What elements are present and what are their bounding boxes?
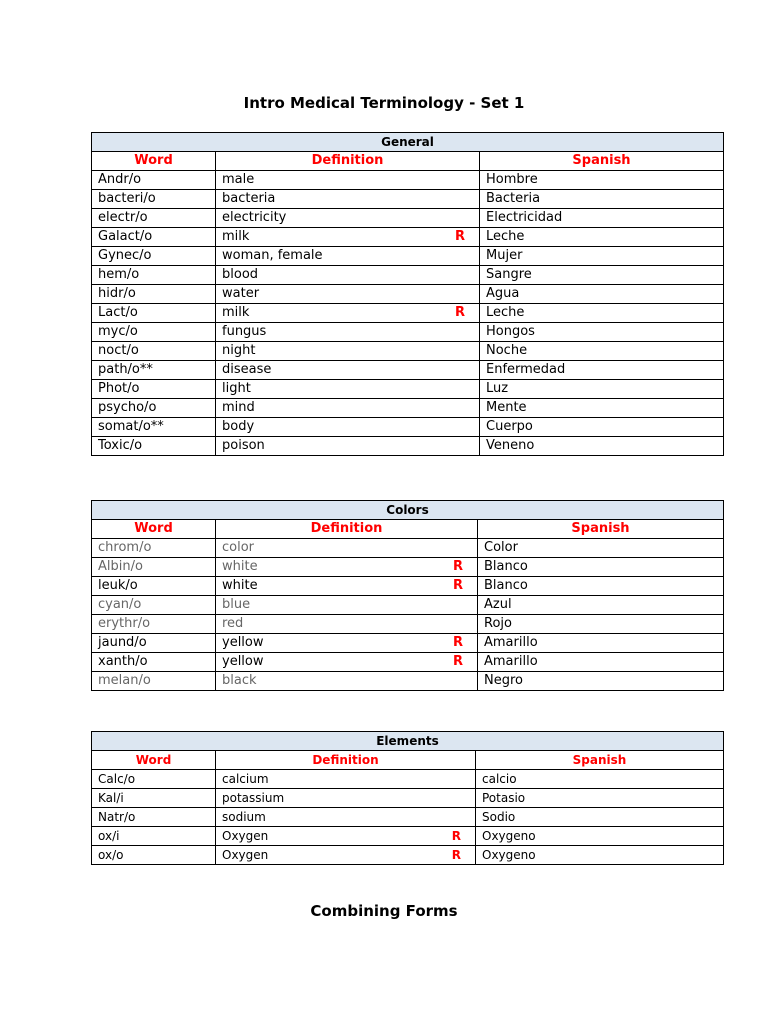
table-row xyxy=(92,827,724,846)
word-cell: jaund/o xyxy=(92,634,216,653)
definition-cell xyxy=(216,770,476,789)
definition-content xyxy=(222,808,475,826)
page-title: Intro Medical Terminology - Set 1 xyxy=(243,94,525,112)
word-cell: Lact/o xyxy=(92,304,216,323)
definition-cell xyxy=(216,380,480,399)
definition-content xyxy=(222,672,477,690)
definition-text: night xyxy=(222,343,256,358)
definition-content xyxy=(222,615,477,633)
table-row xyxy=(92,558,724,577)
general-caption-row xyxy=(92,133,724,152)
table-row xyxy=(92,437,724,456)
definition-cell xyxy=(216,399,480,418)
table-row xyxy=(92,361,724,380)
spanish-cell: Mente xyxy=(480,399,724,418)
definition-cell xyxy=(216,342,480,361)
definition-content xyxy=(222,190,479,208)
definition-content xyxy=(222,228,479,246)
table-row xyxy=(92,808,724,827)
general-table xyxy=(91,132,724,456)
definition-cell xyxy=(216,577,478,596)
word-cell: hem/o xyxy=(92,266,216,285)
colors-table-body xyxy=(92,501,724,691)
spanish-cell: Oxygeno xyxy=(476,827,724,846)
definition-text: body xyxy=(222,419,255,434)
definition-text: milk xyxy=(222,229,250,244)
elements-header-row xyxy=(92,751,724,770)
review-mark: R xyxy=(451,848,461,862)
definition-text: white xyxy=(222,559,258,574)
word-cell: electr/o xyxy=(92,209,216,228)
review-mark: R xyxy=(452,559,463,574)
word-cell: path/o** xyxy=(92,361,216,380)
definition-text: potassium xyxy=(222,791,285,805)
definition-cell xyxy=(216,596,478,615)
definition-text: sodium xyxy=(222,810,266,824)
definition-text: Oxygen xyxy=(222,829,269,843)
colors-header-row xyxy=(92,520,724,539)
spanish-cell: Hongos xyxy=(480,323,724,342)
word-cell: melan/o xyxy=(92,672,216,691)
definition-cell xyxy=(216,323,480,342)
review-mark: R xyxy=(452,635,463,650)
spanish-cell: Cuerpo xyxy=(480,418,724,437)
definition-text: bacteria xyxy=(222,191,276,206)
definition-column-header: Definition xyxy=(216,152,480,171)
definition-cell xyxy=(216,558,478,577)
definition-text: calcium xyxy=(222,772,269,786)
word-cell: xanth/o xyxy=(92,653,216,672)
spanish-cell: Oxygeno xyxy=(476,846,724,865)
definition-content xyxy=(222,789,475,807)
definition-content xyxy=(222,361,479,379)
word-cell: ox/o xyxy=(92,846,216,865)
word-cell: Phot/o xyxy=(92,380,216,399)
definition-cell xyxy=(216,846,476,865)
table-row xyxy=(92,342,724,361)
definition-content xyxy=(222,577,477,595)
definition-content xyxy=(222,418,479,436)
definition-cell xyxy=(216,615,478,634)
definition-cell xyxy=(216,672,478,691)
definition-cell xyxy=(216,437,480,456)
spanish-cell: Hombre xyxy=(480,171,724,190)
definition-text: yellow xyxy=(222,635,264,650)
table-row xyxy=(92,596,724,615)
word-cell: Toxic/o xyxy=(92,437,216,456)
definition-text: disease xyxy=(222,362,272,377)
definition-text: mind xyxy=(222,400,255,415)
review-mark: R xyxy=(454,305,465,320)
spanish-cell: Electricidad xyxy=(480,209,724,228)
definition-text: male xyxy=(222,172,255,187)
spanish-cell: Rojo xyxy=(478,615,724,634)
table-row xyxy=(92,634,724,653)
definition-content xyxy=(222,380,479,398)
spanish-cell: Enfermedad xyxy=(480,361,724,380)
definition-content xyxy=(222,342,479,360)
spanish-cell: Leche xyxy=(480,228,724,247)
spanish-cell: Color xyxy=(478,539,724,558)
word-cell: hidr/o xyxy=(92,285,216,304)
word-cell: cyan/o xyxy=(92,596,216,615)
spanish-cell: Noche xyxy=(480,342,724,361)
colors-table xyxy=(91,500,724,691)
definition-cell xyxy=(216,827,476,846)
table-row xyxy=(92,209,724,228)
definition-content xyxy=(222,827,475,845)
word-column-header: Word xyxy=(92,520,216,539)
definition-cell xyxy=(216,171,480,190)
elements-table xyxy=(91,731,724,865)
definition-cell xyxy=(216,418,480,437)
section-title-combining-forms: Combining Forms xyxy=(310,902,458,920)
elements-caption: Elements xyxy=(92,732,724,751)
review-mark: R xyxy=(452,578,463,593)
spanish-cell: calcio xyxy=(476,770,724,789)
definition-text: woman, female xyxy=(222,248,323,263)
definition-cell xyxy=(216,190,480,209)
definition-content xyxy=(222,596,477,614)
word-cell: Galact/o xyxy=(92,228,216,247)
definition-cell xyxy=(216,653,478,672)
spanish-column-header: Spanish xyxy=(480,152,724,171)
spanish-cell: Blanco xyxy=(478,558,724,577)
definition-cell xyxy=(216,247,480,266)
definition-cell xyxy=(216,304,480,323)
table-row xyxy=(92,672,724,691)
definition-content xyxy=(222,247,479,265)
definition-cell xyxy=(216,285,480,304)
definition-cell xyxy=(216,266,480,285)
definition-content xyxy=(222,770,475,788)
definition-content xyxy=(222,285,479,303)
word-cell: Andr/o xyxy=(92,171,216,190)
definition-text: water xyxy=(222,286,260,301)
spanish-cell: Bacteria xyxy=(480,190,724,209)
table-row xyxy=(92,228,724,247)
elements-table-body xyxy=(92,732,724,865)
definition-content xyxy=(222,266,479,284)
definition-text: fungus xyxy=(222,324,267,339)
colors-caption-row xyxy=(92,501,724,520)
word-cell: somat/o** xyxy=(92,418,216,437)
table-row xyxy=(92,539,724,558)
definition-cell xyxy=(216,209,480,228)
spanish-column-header: Spanish xyxy=(476,751,724,770)
definition-text: white xyxy=(222,578,258,593)
definition-text: blue xyxy=(222,597,251,612)
word-cell: ox/i xyxy=(92,827,216,846)
definition-content xyxy=(222,634,477,652)
definition-content xyxy=(222,209,479,227)
spanish-cell: Amarillo xyxy=(478,634,724,653)
elements-caption-row xyxy=(92,732,724,751)
general-header-row xyxy=(92,152,724,171)
review-mark: R xyxy=(452,654,463,669)
word-cell: psycho/o xyxy=(92,399,216,418)
spanish-cell: Blanco xyxy=(478,577,724,596)
definition-text: milk xyxy=(222,305,250,320)
definition-cell xyxy=(216,361,480,380)
table-row xyxy=(92,653,724,672)
definition-content xyxy=(222,304,479,322)
review-mark: R xyxy=(454,229,465,244)
definition-text: electricity xyxy=(222,210,287,225)
definition-cell xyxy=(216,634,478,653)
definition-content xyxy=(222,653,477,671)
table-row xyxy=(92,171,724,190)
definition-column-header: Definition xyxy=(216,751,476,770)
table-row xyxy=(92,285,724,304)
table-row xyxy=(92,380,724,399)
definition-text: Oxygen xyxy=(222,848,269,862)
spanish-cell: Sangre xyxy=(480,266,724,285)
definition-cell xyxy=(216,539,478,558)
word-cell: noct/o xyxy=(92,342,216,361)
spanish-cell: Azul xyxy=(478,596,724,615)
table-row xyxy=(92,247,724,266)
spanish-cell: Sodio xyxy=(476,808,724,827)
word-column-header: Word xyxy=(92,751,216,770)
review-mark: R xyxy=(451,829,461,843)
word-cell: chrom/o xyxy=(92,539,216,558)
definition-content xyxy=(222,399,479,417)
table-row xyxy=(92,190,724,209)
definition-content xyxy=(222,539,477,557)
spanish-cell: Negro xyxy=(478,672,724,691)
definition-text: blood xyxy=(222,267,259,282)
definition-content xyxy=(222,846,475,864)
table-row xyxy=(92,615,724,634)
word-cell: Natr/o xyxy=(92,808,216,827)
spanish-cell: Leche xyxy=(480,304,724,323)
definition-cell xyxy=(216,789,476,808)
definition-text: color xyxy=(222,540,255,555)
table-row xyxy=(92,577,724,596)
definition-column-header: Definition xyxy=(216,520,478,539)
spanish-cell: Veneno xyxy=(480,437,724,456)
definition-content xyxy=(222,558,477,576)
spanish-cell: Amarillo xyxy=(478,653,724,672)
spanish-cell: Agua xyxy=(480,285,724,304)
definition-text: poison xyxy=(222,438,265,453)
colors-caption: Colors xyxy=(92,501,724,520)
table-row xyxy=(92,304,724,323)
definition-content xyxy=(222,171,479,189)
spanish-column-header: Spanish xyxy=(478,520,724,539)
table-row xyxy=(92,266,724,285)
definition-content xyxy=(222,437,479,455)
definition-text: yellow xyxy=(222,654,264,669)
word-cell: Gynec/o xyxy=(92,247,216,266)
word-cell: Kal/i xyxy=(92,789,216,808)
general-table-body xyxy=(92,133,724,456)
definition-content xyxy=(222,323,479,341)
table-row xyxy=(92,418,724,437)
word-cell: Calc/o xyxy=(92,770,216,789)
spanish-cell: Mujer xyxy=(480,247,724,266)
table-row xyxy=(92,399,724,418)
word-cell: bacteri/o xyxy=(92,190,216,209)
definition-cell xyxy=(216,808,476,827)
word-column-header: Word xyxy=(92,152,216,171)
word-cell: Albin/o xyxy=(92,558,216,577)
word-cell: myc/o xyxy=(92,323,216,342)
spanish-cell: Potasio xyxy=(476,789,724,808)
table-row xyxy=(92,323,724,342)
general-caption: General xyxy=(92,133,724,152)
word-cell: leuk/o xyxy=(92,577,216,596)
table-row xyxy=(92,770,724,789)
definition-cell xyxy=(216,228,480,247)
word-cell: erythr/o xyxy=(92,615,216,634)
definition-text: black xyxy=(222,673,257,688)
table-row xyxy=(92,789,724,808)
definition-text: red xyxy=(222,616,244,631)
spanish-cell: Luz xyxy=(480,380,724,399)
definition-text: light xyxy=(222,381,251,396)
table-row xyxy=(92,846,724,865)
